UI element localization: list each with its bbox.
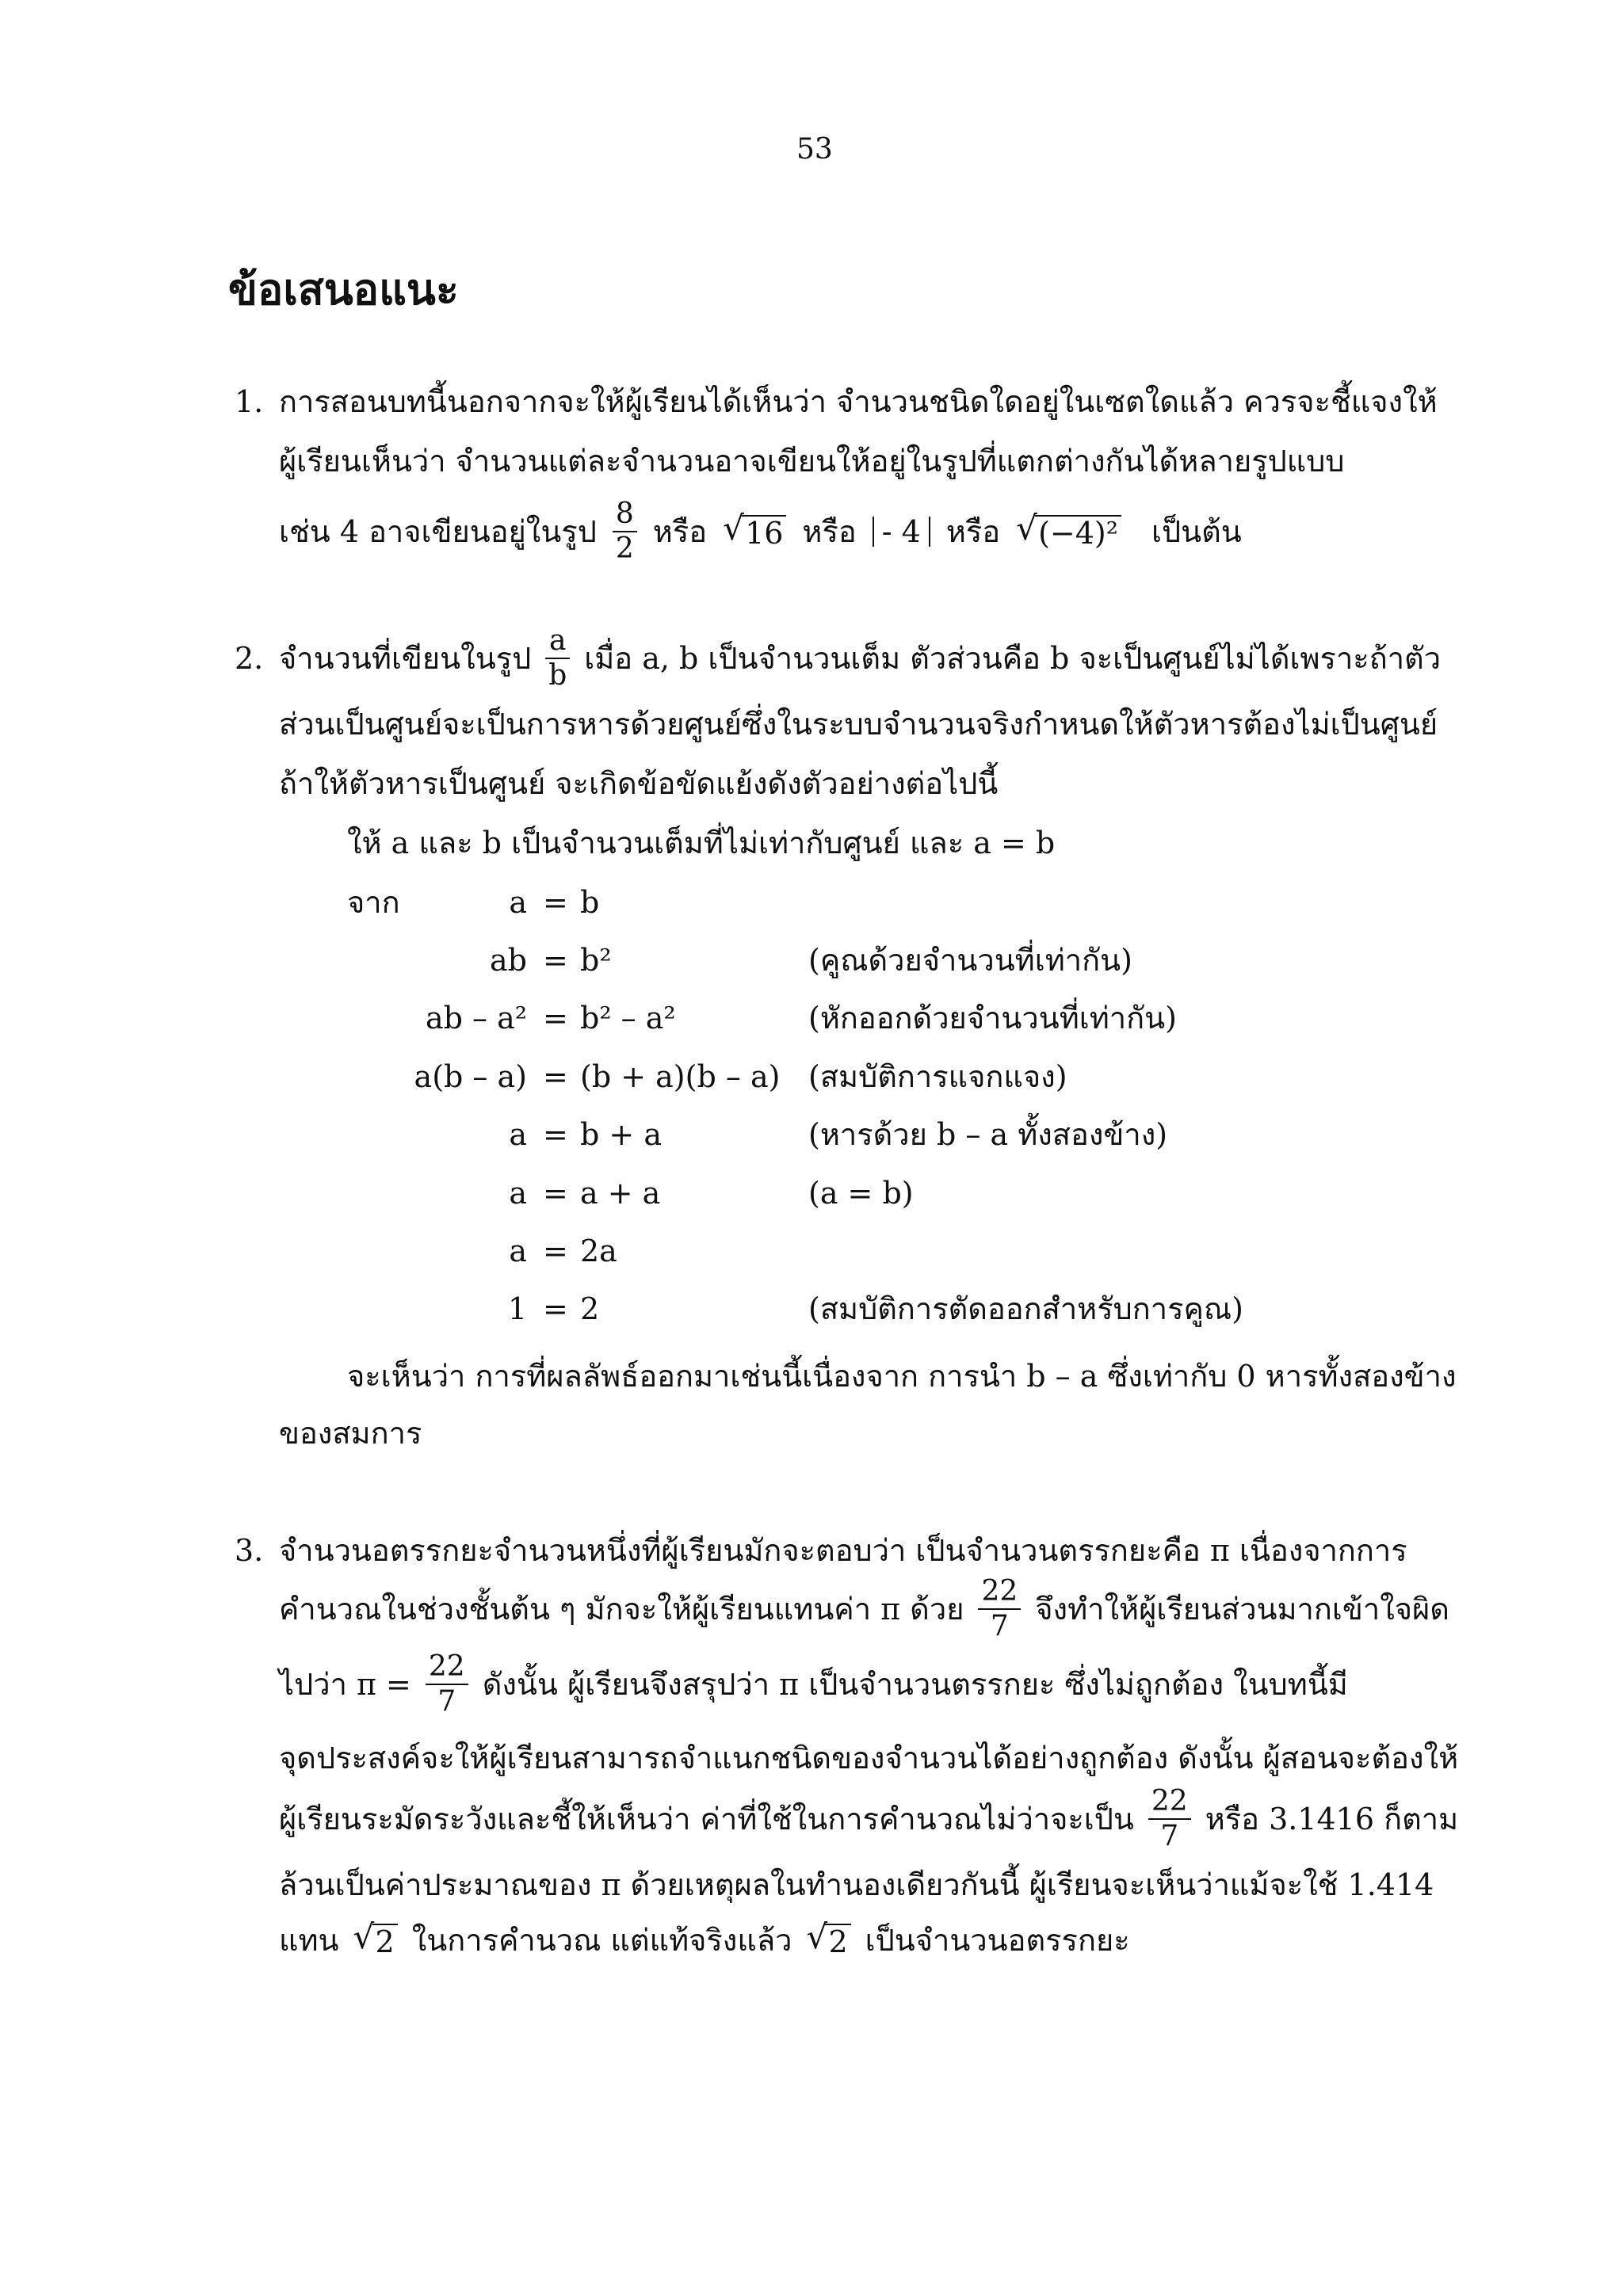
item-text-line: ถ้าให้ตัวหารเป็นศูนย์ จะเกิดข้อขัดแย้งดังตัวอย่างต่อไปนี้ <box>279 766 999 801</box>
fraction: $\frac{22}{7}$ <box>426 1652 468 1717</box>
step-equals: = <box>543 885 568 920</box>
step-note: (คูณด้วยจำนวนที่เท่ากัน) <box>808 943 1132 978</box>
item-text-line <box>279 1787 1458 1852</box>
item-text-line: จำนวนอตรรกยะจำนวนหนึ่งที่ผู้เรียนมักจะตอบว่า เป็นจำนวนตรรกยะคือ π เนื่องจากการ <box>279 1533 1407 1568</box>
text-segment: ดังนั้น ผู้เรียนจึงสรุปว่า π เป็นจำนวนตรรกยะ ซึ่งไม่ถูกต้อง ในบทนี้มี <box>482 1666 1348 1702</box>
text-segment: ไปว่า π = <box>279 1666 411 1702</box>
step-rhs: b² <box>580 943 612 978</box>
item-text-line <box>279 1652 1348 1717</box>
step-lhs: a <box>509 1176 527 1211</box>
text-segment: จึงทำให้ผู้เรียนส่วนมากเข้าใจผิด <box>1035 1591 1449 1627</box>
section-heading: ข้อเสนอแนะ <box>228 264 459 315</box>
text-segment: หรือ <box>945 513 1001 549</box>
step-lhs: a <box>509 1117 527 1152</box>
item-text-line: การสอนบทนี้นอกจากจะให้ผู้เรียนได้เห็นว่า จำนวนชนิดใดอยู่ในเซตใดแล้ว ควรจะชี้แจงให้ <box>279 384 1438 419</box>
step-equals: = <box>543 1117 568 1152</box>
step-equals: = <box>543 1176 568 1211</box>
step-equals: = <box>543 1234 568 1268</box>
step-equals: = <box>543 1059 568 1094</box>
step-equals: = <box>543 1291 568 1326</box>
step-rhs: (b + a)(b – a) <box>580 1059 781 1094</box>
step-lhs: a <box>509 1234 527 1268</box>
square-root: √ 2 <box>353 1924 398 1957</box>
item-text-line <box>279 1577 1449 1642</box>
step-note: (สมบัติการแจกแจง) <box>808 1059 1067 1094</box>
text-segment: คำนวณในช่วงชั้นต้น ๆ มักจะให้ผู้เรียนแทนค่า π ด้วย <box>279 1591 964 1627</box>
square-root: √ (−4)² <box>1016 515 1121 548</box>
step-rhs: 2a <box>580 1234 617 1268</box>
fraction: $\frac{22}{7}$ <box>1148 1787 1191 1852</box>
item-text-line: ผู้เรียนเห็นว่า จำนวนแต่ละจำนวนอาจเขียนให้อยู่ในรูปที่แตกต่างกันได้หลายรูปแบบ <box>279 444 1345 479</box>
item-number: 2. <box>235 641 264 676</box>
page-number: 53 <box>796 133 833 166</box>
square-root: √ 16 <box>723 515 786 548</box>
step-rhs: b² – a² <box>580 1001 676 1035</box>
step-note: (a = b) <box>808 1176 914 1211</box>
step-rhs: b <box>580 885 600 920</box>
step-equals: = <box>543 1001 568 1035</box>
text-segment: เป็นต้น <box>1151 513 1242 549</box>
conclusion-line: ของสมการ <box>279 1416 422 1451</box>
fraction: $\frac{a}{b}$ <box>545 626 570 691</box>
step-rhs: a + a <box>580 1176 661 1211</box>
step-note: (สมบัติการตัดออกสำหรับการคูณ) <box>808 1291 1243 1326</box>
step-rhs: b + a <box>580 1117 662 1152</box>
item-text-line <box>279 499 1242 564</box>
text-segment: เป็นจำนวนอตรรกยะ <box>865 1923 1130 1958</box>
text-segment: หรือ 3.1416 ก็ตาม <box>1205 1801 1459 1836</box>
square-root: √ 2 <box>806 1924 850 1957</box>
step-note: (หักออกด้วยจำนวนที่เท่ากัน) <box>808 1001 1177 1035</box>
text-segment: เมื่อ a, b เป็นจำนวนเต็ม ตัวส่วนคือ b จะเป็นศูนย์ไม่ได้เพราะถ้าตัว <box>584 640 1442 676</box>
item-number: 3. <box>235 1533 264 1568</box>
step-equals: = <box>543 943 568 978</box>
step-note: (หารด้วย b – a ทั้งสองข้าง) <box>808 1117 1168 1152</box>
item-text-line: ล้วนเป็นค่าประมาณของ π ด้วยเหตุผลในทำนองเดียวกันนี้ ผู้เรียนจะเห็นว่าแม้จะใช้ 1.414 <box>279 1867 1434 1902</box>
text-segment: จำนวนที่เขียนในรูป <box>279 640 532 676</box>
item-number: 1. <box>235 384 264 419</box>
text-segment: แทน <box>279 1923 339 1958</box>
item-text-line: ส่วนเป็นศูนย์จะเป็นการหารด้วยศูนย์ซึ่งในระบบจำนวนจริงกำหนดให้ตัวหารต้องไม่เป็นศูนย์ <box>279 707 1438 742</box>
text-segment: ผู้เรียนระมัดระวังและชี้ให้เห็นว่า ค่าที่ใช้ในการคำนวณไม่ว่าจะเป็น <box>279 1801 1134 1836</box>
text-segment: เช่น 4 อาจเขียนอยู่ในรูป <box>279 513 597 549</box>
text-segment: หรือ <box>802 513 857 549</box>
step-lhs: 1 <box>507 1291 527 1326</box>
step-rhs: 2 <box>580 1291 600 1326</box>
fraction: $\frac{22}{7}$ <box>978 1577 1021 1642</box>
from-label: จาก <box>347 885 400 920</box>
given-statement: ให้ a และ b เป็นจำนวนเต็มที่ไม่เท่ากับศูนย์ และ a = b <box>347 826 1056 860</box>
item-text-line <box>279 1917 1130 1959</box>
item-text-line <box>279 626 1441 691</box>
step-lhs: a <box>509 885 527 920</box>
step-lhs: ab – a² <box>425 1001 527 1035</box>
conclusion-line: จะเห็นว่า การที่ผลลัพธ์ออกมาเช่นนี้เนื่องจาก การนำ b – a ซึ่งเท่ากับ 0 หารทั้งสองข้าง <box>347 1359 1457 1394</box>
text-segment: หรือ <box>652 513 708 549</box>
step-lhs: a(b – a) <box>414 1059 527 1094</box>
step-lhs: ab <box>490 943 527 978</box>
absolute-value: - 4 <box>873 517 930 547</box>
text-segment: ในการคำนวณ แต่แท้จริงแล้ว <box>411 1923 792 1958</box>
fraction: $\frac{8}{2}$ <box>613 499 637 564</box>
item-text-line: จุดประสงค์จะให้ผู้เรียนสามารถจำแนกชนิดของจำนวนได้อย่างถูกต้อง ดังนั้น ผู้สอนจะต้องให้ <box>279 1741 1459 1775</box>
